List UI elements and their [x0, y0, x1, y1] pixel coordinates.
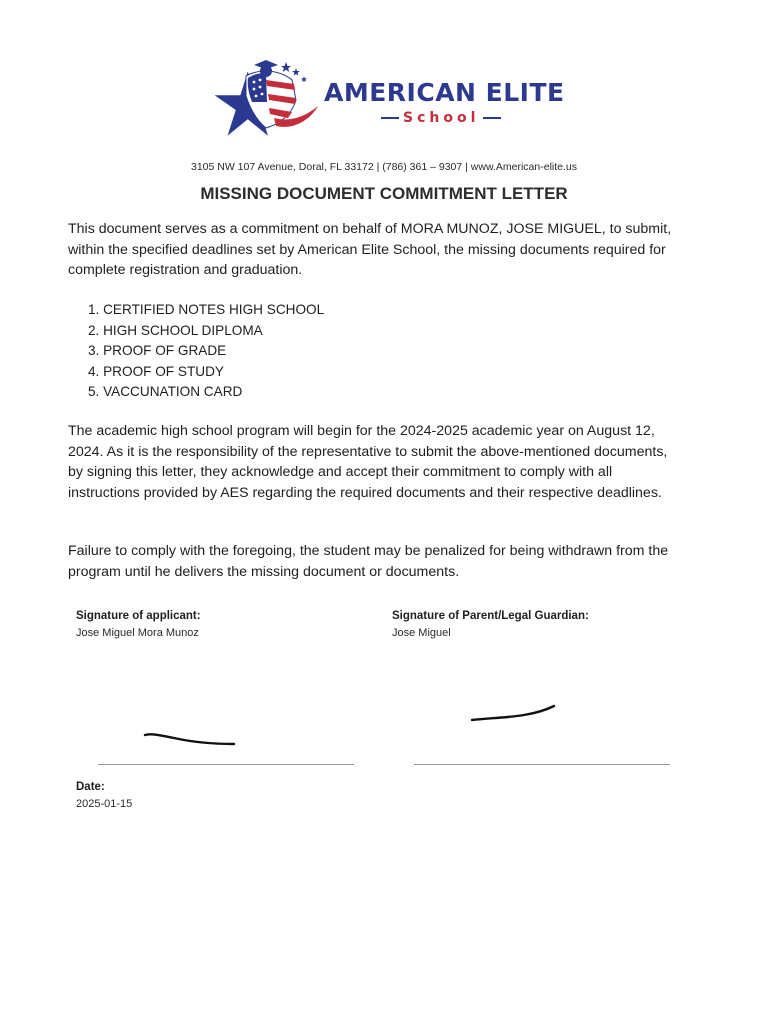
- guardian-name: Jose Miguel: [392, 627, 451, 639]
- list-item: 2. HIGH SCHOOL DIPLOMA: [88, 322, 263, 338]
- guardian-signature-line: [414, 764, 670, 765]
- school-address: 3105 NW 107 Avenue, Doral, FL 33172 | (786) 361 – 9307 | www.American-elite.us: [190, 161, 577, 173]
- date-value: 2025-01-15: [76, 798, 133, 810]
- logo-subtitle-text: School: [403, 110, 480, 126]
- date-label: Date:: [76, 781, 105, 793]
- logo-subtitle: [377, 110, 505, 126]
- list-item: 4. PROOF OF STUDY: [88, 363, 224, 379]
- applicant-signature-line: [98, 764, 354, 765]
- missing-documents-list: [88, 300, 324, 403]
- applicant-name: Jose Miguel Mora Munoz: [76, 627, 199, 639]
- right-dash: [483, 117, 501, 119]
- list-item: 5. VACCUNATION CARD: [88, 384, 243, 400]
- intro-paragraph: This document serves as a commitment on behalf of MORA MUNOZ, JOSE MIGUEL, to submit, within the specified deadlines set by American Elite School, the missing documents required for complete registration and graduation.: [68, 221, 672, 279]
- guardian-signature-label: Signature of Parent/Legal Guardian:: [392, 610, 589, 622]
- logo-title: AMERICAN ELITE: [324, 78, 565, 107]
- applicant-signature-label: Signature of applicant:: [76, 610, 201, 622]
- left-dash: [381, 117, 399, 119]
- document-title: MISSING DOCUMENT COMMITMENT LETTER: [200, 184, 568, 203]
- applicant-signature-mark: [140, 726, 240, 754]
- star-flag-emblem: [214, 58, 326, 144]
- guardian-signature-mark: [466, 700, 562, 728]
- program-paragraph: The academic high school program will begin for the 2024-2025 academic year on August 12, 2024. As it is the responsibility of the representative to submit the above-mentioned documents, by signing this letter, they acknowledge and accept their commitment to comply with all instructions provided by AES regarding the required documents and their respective deadlines.: [68, 423, 668, 501]
- failure-paragraph: Failure to comply with the foregoing, the student may be penalized for being withdrawn from the program until he delivers the missing document or documents.: [68, 543, 669, 580]
- school-logo: [214, 58, 574, 148]
- list-item: 3. PROOF OF GRADE: [88, 343, 227, 359]
- list-item: 1. CERTIFIED NOTES HIGH SCHOOL: [88, 302, 325, 317]
